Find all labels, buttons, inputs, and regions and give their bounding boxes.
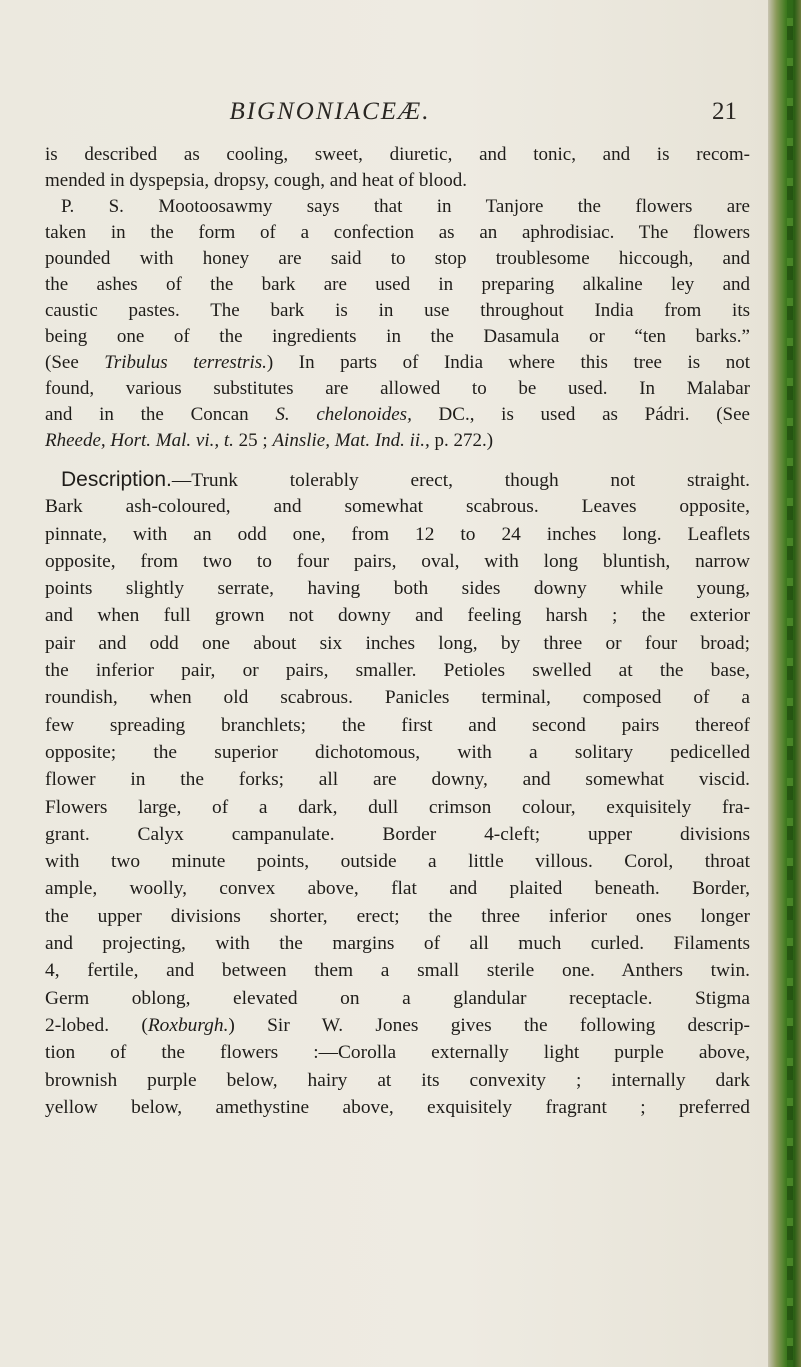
text-line: pinnate, with an odd one, from 12 to 24 inches long. Leaflets [45,523,750,545]
page-number: 21 [712,98,737,125]
text-line: the inferior pair, or pairs, smaller. Petioles swelled at the base, [45,660,750,682]
text-span: ) In parts of India where this tree is not [266,352,750,373]
text-line: being one of the ingredients in the Dasamula or “ten barks.” [45,326,750,347]
italic-reference: Roxburgh. [147,1014,229,1036]
text-span: —Trunk tolerably erect, though not straight. [171,470,750,491]
text-span: 2-lobed. ( [45,1014,148,1036]
text-span: p. 272.) [429,430,494,451]
body-text [45,142,750,1121]
text-line: few spreading branchlets; the first and second pairs thereof [45,714,750,736]
text-line: Flowers large, of a dark, dull crimson colour, exquisitely fra- [45,796,750,818]
text-line: grant. Calyx campanulate. Border 4-cleft; upper divisions [45,823,750,845]
text-line: with two minute points, outside a little villous. Corol, throat [45,851,750,873]
text-line [45,1012,750,1039]
text-line: mended in dyspepsia, dropsy, cough, and heat of blood. [45,170,467,191]
text-line: taken in the form of a confection as an aphrodisiac. The flowers [45,222,750,243]
text-span: 25 ; [233,430,273,451]
text-line: and when full grown not downy and feeling harsh ; the exterior [45,605,750,627]
text-line: found, various substitutes are allowed to be used. In Malabar [45,378,750,399]
text-line: 4, fertile, and between them a small sterile one. Anthers twin. [45,960,750,982]
text-line [45,466,750,493]
text-span: (See [45,352,105,373]
text-line [45,428,750,454]
text-line: points slightly serrate, having both sides downy while young, [45,578,750,600]
text-line: opposite; the superior dichotomous, with a solitary pedicelled [45,741,750,763]
text-line: Bark ash-coloured, and somewhat scabrous. Leaves opposite, [45,496,750,518]
text-line: opposite, from two to four pairs, oval, with long bluntish, narrow [45,550,750,572]
italic-reference: Rheede, Hort. Mal. vi., t. [45,430,234,451]
italic-species-name: S. chelonoides, [275,404,412,425]
text-line: the upper divisions shorter, erect; the three inferior ones longer [45,905,750,927]
text-line: ample, woolly, convex above, flat and plaited beneath. Border, [45,878,750,900]
text-line: tion of the flowers :—Corolla externally light purple above, [45,1042,750,1064]
text-line: and projecting, with the margins of all much curled. Filaments [45,933,750,955]
text-line: brownish purple below, hairy at its convexity ; internally dark [45,1069,750,1091]
running-title: BIGNONIACEÆ. [229,98,431,125]
intro-paragraph [45,142,750,454]
description-paragraph [45,466,750,1121]
text-line [45,350,750,376]
text-span: and in the Concan [45,404,276,425]
italic-reference: Tribulus terrestris. [104,352,267,373]
page-header [0,98,768,138]
text-line: Germ oblong, elevated on a glandular receptacle. Stigma [45,987,750,1009]
text-line: roundish, when old scabrous. Panicles terminal, composed of a [45,687,750,709]
binding-texture [787,0,793,1367]
text-span: ) Sir W. Jones gives the following descrip- [228,1014,750,1036]
text-line: caustic pastes. The bark is in use throughout India from its [45,300,750,321]
italic-reference: Ainslie, Mat. Ind. ii., [272,430,430,451]
text-line: is described as cooling, sweet, diuretic, and tonic, and is recom- [45,144,750,165]
text-line: the ashes of the bark are used in preparing alkaline ley and [45,274,750,295]
text-line [45,402,750,428]
text-span: DC., is used as Pádri. (See [411,404,750,425]
text-line: yellow below, amethystine above, exquisitely fragrant ; preferred [45,1096,750,1118]
text-line: pounded with honey are said to stop troublesome hiccough, and [45,248,750,269]
text-line: flower in the forks; all are downy, and somewhat viscid. [45,769,750,791]
text-line: P. S. Mootoosawmy says that in Tanjore the flowers are [61,196,750,217]
book-binding-edge [768,0,801,1367]
section-heading: Description. [61,468,172,491]
text-line: pair and odd one about six inches long, by three or four broad; [45,632,750,654]
